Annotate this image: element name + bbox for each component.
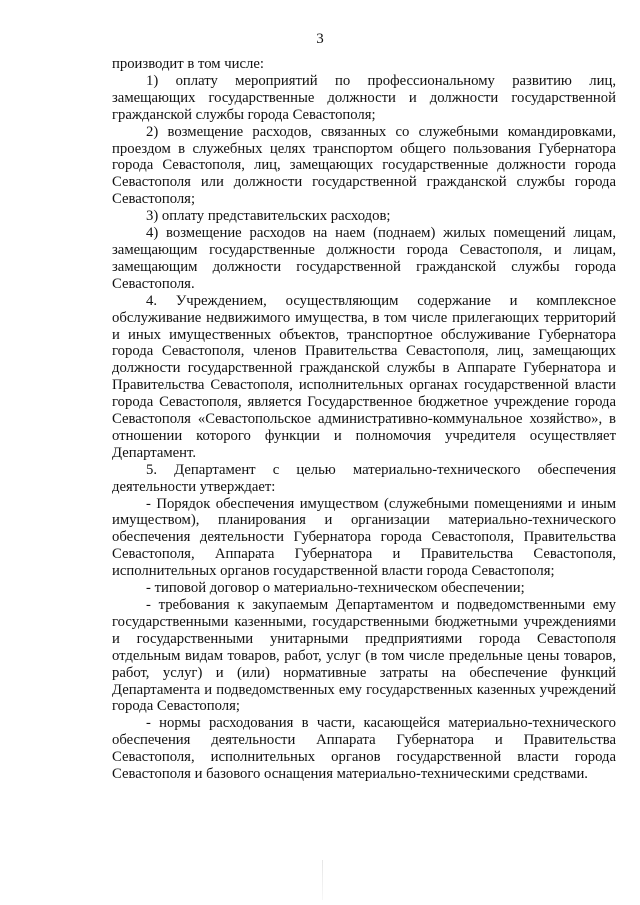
paragraph-dash-norms: - нормы расходования в части, касающейся материально-технического обеспечения деятельности Аппарата Губернатора и Правительства Севастополя, исполнительных органов государственной власти города Севастополя и базового оснащения материально-техническими средствами.	[112, 715, 616, 783]
paragraph-section-5: 5. Департамент с целью материально-технического обеспечения деятельности утверждает:	[112, 461, 616, 495]
paragraph-section-4: 4. Учреждением, осуществляющим содержание и комплексное обслуживание недвижимого имущества, в том числе прилегающих территорий и иных имущественных объектов, транспортное обслуживание Губернатора города Севастополя, членов Правительства Севастополя, лиц, замещающих должности государственной гражданской службы в Аппарате Губернатора и Правительства Севастополя, исполнительных органах государственной власти города Севастополя, является Государственное бюджетное учреждение города Севастополя «Севастопольское административно-коммунальное хозяйство», в отношении которого функции и полномочия учредителя осуществляет Департамент.	[112, 292, 616, 461]
document-body	[112, 56, 616, 783]
paragraph-dash-procedure: - Порядок обеспечения имуществом (служебными помещениями и иным имуществом), планирования и организации материально-технического обеспечения деятельности Губернатора города Севастополя, Правительства Севастополя, Аппарата Губернатора и Правительства Севастополя, исполнительных органов государственной власти города Севастополя;	[112, 495, 616, 580]
paragraph-dash-contract: - типовой договор о материально-техническом обеспечении;	[146, 580, 525, 597]
paragraph-dash-requirements: - требования к закупаемым Департаментом и подведомственными ему государственными казенными, государственными бюджетными учреждениями и государственными унитарными предприятиями города Севастополя отдельным видам товаров, работ, услуг (в том числе предельные цены товаров, работ, услуг) и (или) нормативные затраты на обеспечение функций Департамента и подведомственных ему государственных казенных учреждений города Севастополя;	[112, 597, 616, 715]
paragraph-item-2: 2) возмещение расходов, связанных со служебными командировками, проездом в служебных целях транспортом общего пользования Губернатора города Севастополя, лиц, замещающих государственные должности города Севастополя или должности государственной гражданской службы города Севастополя;	[112, 123, 616, 208]
paragraph-intro: производит в том числе:	[112, 56, 264, 72]
paragraph-item-1: 1) оплату мероприятий по профессиональному развитию лиц, замещающих государственные должности и должности государственной гражданской службы города Севастополя;	[112, 72, 616, 123]
paragraph-item-4: 4) возмещение расходов на наем (поднаем) жилых помещений лицам, замещающим государственные должности города Севастополя, и лицам, замещающим должности государственной гражданской службы города Севастополя.	[112, 225, 616, 292]
paragraph-item-3: 3) оплату представительских расходов;	[146, 208, 391, 225]
page-number: 3	[316, 31, 324, 47]
scan-artifact	[322, 860, 323, 900]
